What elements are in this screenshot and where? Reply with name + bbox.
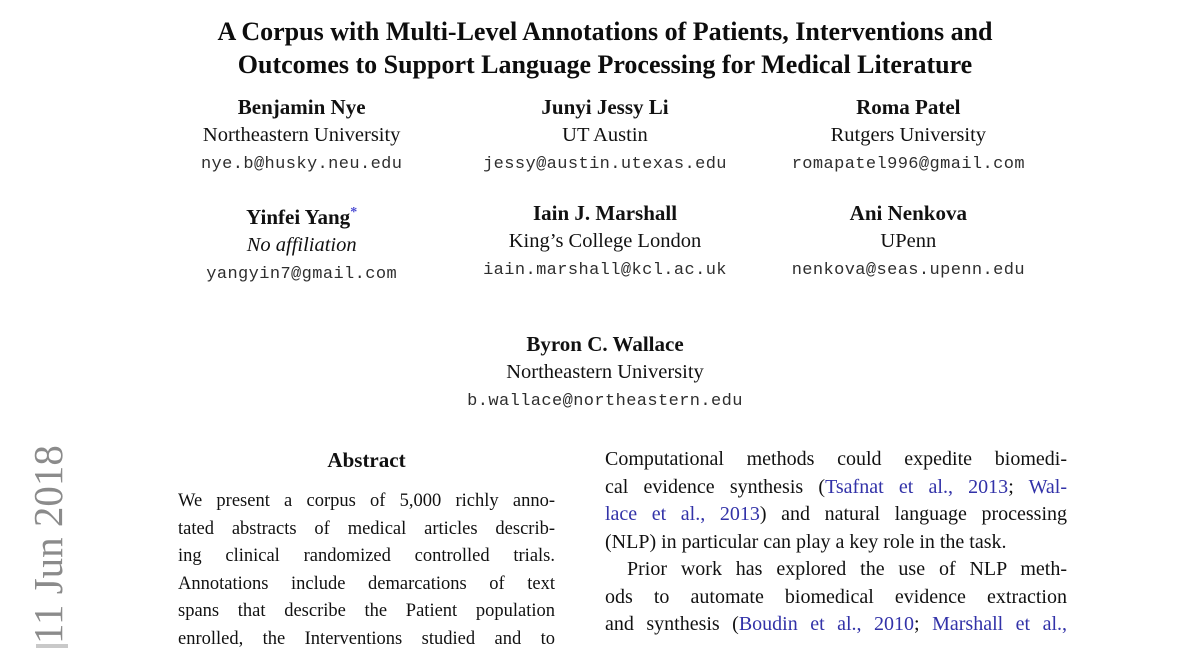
footnote-star: * (350, 205, 358, 220)
intro-line (605, 556, 1067, 584)
intro-line (605, 584, 1067, 612)
author-block (150, 93, 453, 174)
intro-line (605, 529, 1067, 557)
author-name: Iain J. Marshall (532, 201, 678, 225)
author-email: yangyin7@gmail.com (206, 265, 398, 284)
abstract-line: spans that describe the Patient population (178, 601, 555, 622)
author-affiliation: Northeastern University (202, 124, 401, 146)
author-name-text: Yinfei Yang (246, 205, 351, 229)
author-name: Ani Nenkova (849, 201, 967, 225)
author-block (150, 330, 1060, 411)
citation-link[interactable]: Wal- (1028, 475, 1067, 498)
author-block (453, 199, 756, 284)
citation-link[interactable]: Boudin et al., 2010 (738, 613, 915, 635)
citation-link[interactable]: Marshall et al., (932, 613, 1068, 635)
intro-line (605, 474, 1067, 502)
author-affiliation: King’s College London (508, 230, 702, 252)
body-text: cal evidence synthesis ( (605, 475, 826, 498)
citation-link[interactable]: Tsafnat et al., 2013 (825, 475, 1009, 498)
intro-line (605, 611, 1067, 639)
body-text: ; (914, 613, 933, 635)
author-email: iain.marshall@kcl.ac.uk (483, 261, 727, 280)
author-affiliation: Rutgers University (830, 124, 987, 146)
author-name: Benjamin Nye (237, 95, 366, 119)
body-text: ; (1008, 475, 1029, 498)
author-name: Byron C. Wallace (526, 332, 684, 356)
abstract-line: We present a corpus of 5,000 richly anno- (178, 491, 555, 511)
author-email: nenkova@seas.upenn.edu (791, 261, 1025, 280)
abstract-line: tated abstracts of medical articles describ- (178, 518, 555, 539)
abstract-line: enrolled, the Interventions studied and to (178, 628, 555, 648)
author-row-2 (150, 199, 1060, 284)
body-text: Prior work has explored the use of NLP meth- (627, 558, 1067, 580)
abstract-heading: Abstract (327, 448, 406, 472)
intro-line (605, 501, 1067, 529)
paper-title-line2: Outcomes to Support Language Processing for Medical Literature (237, 50, 973, 79)
author-email: jessy@austin.utexas.edu (483, 155, 727, 174)
body-text: (NLP) in particular can play a key role in the task. (605, 530, 1007, 553)
author-email: romapatel996@gmail.com (791, 155, 1025, 174)
author-block (150, 199, 453, 284)
author-block (757, 199, 1060, 284)
abstract-column (178, 448, 555, 648)
paper-title-line1: A Corpus with Multi-Level Annotations of Patients, Interventions and (217, 17, 993, 46)
arxiv-banner-fragment (36, 644, 68, 648)
author-name: Roma Patel (856, 95, 961, 119)
author-row-1 (150, 93, 1060, 174)
intro-line (605, 446, 1067, 474)
abstract-line: Annotations include demarcations of text (178, 573, 555, 594)
body-text: ods to automate biomedical evidence extraction (605, 585, 1067, 608)
citation-link[interactable]: lace et al., 2013 (605, 503, 760, 525)
author-affiliation: Northeastern University (506, 361, 704, 383)
introduction-column (605, 446, 1067, 639)
body-text: and synthesis ( (605, 613, 739, 635)
author-affiliation: No affiliation (246, 234, 357, 256)
abstract-body (178, 488, 555, 648)
paper-title (140, 15, 1070, 81)
abstract-line: ing clinical randomized controlled trials. (178, 546, 555, 567)
author-row-3 (150, 330, 1060, 411)
author-affiliation: UPenn (880, 230, 937, 252)
author-affiliation: UT Austin (562, 124, 648, 146)
author-block (757, 93, 1060, 174)
body-text: Computational methods could expedite biomedi- (605, 448, 1067, 470)
arxiv-date-banner: 11 Jun 2018 (25, 445, 71, 644)
body-text: ) and natural language processing (759, 503, 1067, 525)
author-name (150, 199, 453, 231)
author-email: b.wallace@northeastern.edu (467, 392, 743, 411)
author-name: Junyi Jessy Li (541, 95, 669, 119)
author-email: nye.b@husky.neu.edu (200, 155, 403, 174)
author-block (453, 93, 756, 174)
